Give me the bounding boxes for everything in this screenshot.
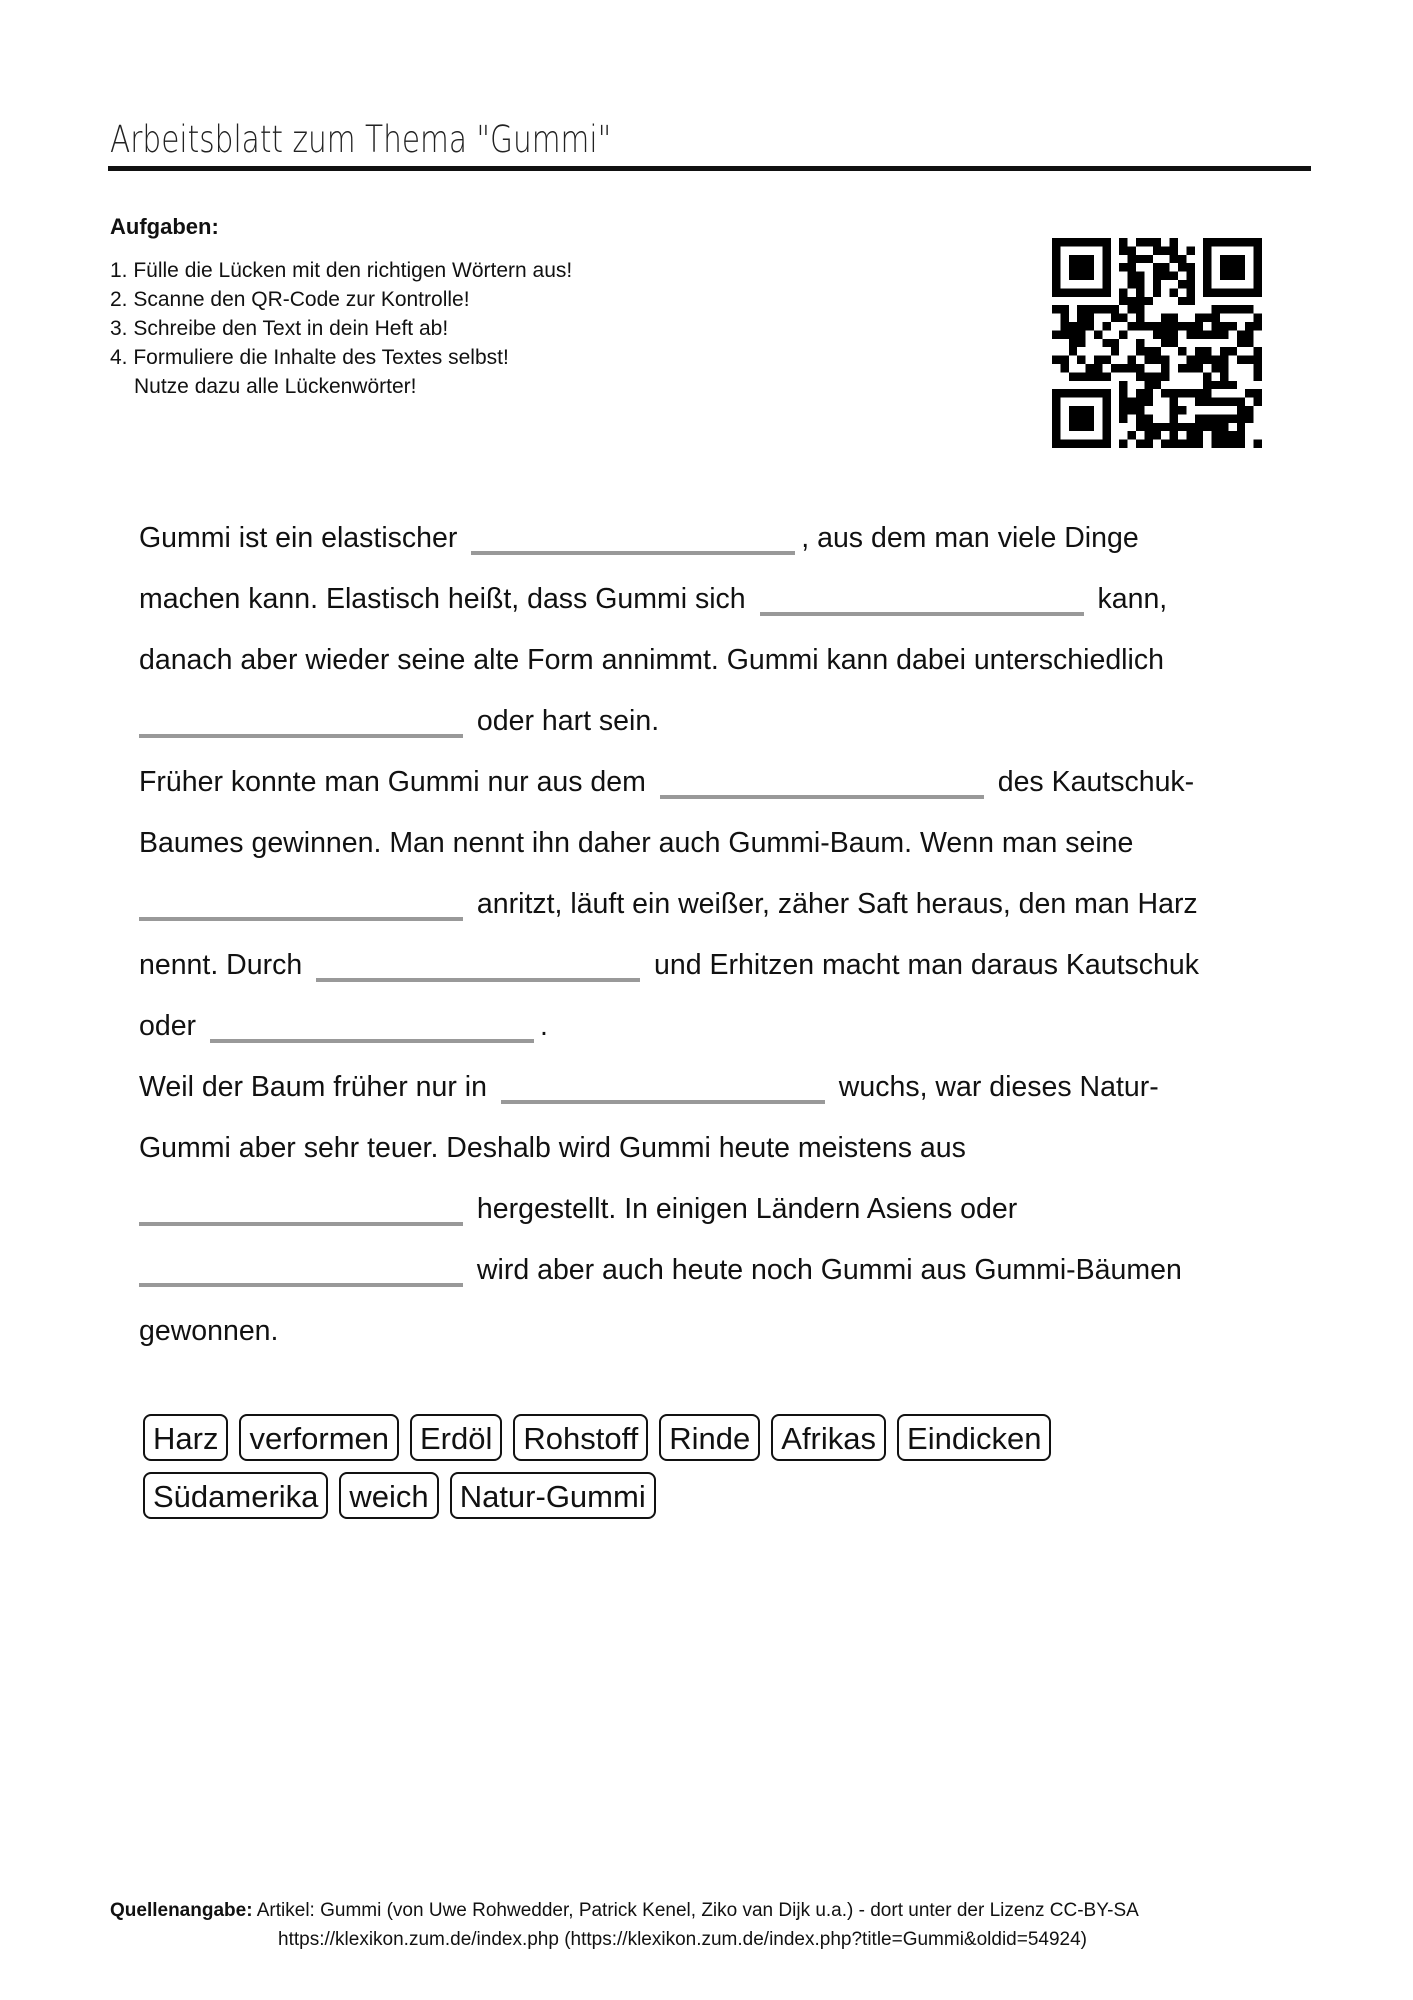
cloze-text-segment: anritzt, läuft ein weißer, zäher Saft heraus, den man Harz [469, 888, 1198, 920]
cloze-text-segment: und Erhitzen macht man daraus Kautschuk [646, 949, 1199, 981]
cloze-text-segment: oder [139, 1010, 204, 1042]
blank-field[interactable] [139, 1283, 463, 1287]
cloze-line [139, 508, 1299, 569]
source-line-2: https://klexikon.zum.de/index.php (https://klexikon.zum.de/index.php?title=Gummi&oldid=54924) [278, 1929, 1088, 1950]
blank-field[interactable] [139, 1222, 463, 1226]
cloze-text-segment: . [539, 1010, 548, 1042]
cloze-line [139, 691, 1299, 752]
blank-field[interactable] [501, 1100, 825, 1104]
cloze-text-segment: des Kautschuk- [989, 766, 1195, 798]
word-bank [143, 1414, 1243, 1530]
tasks-heading: Aufgaben: [110, 214, 219, 239]
blank-field[interactable] [760, 612, 1084, 616]
word-chip[interactable]: Afrikas [771, 1414, 886, 1461]
task-item: 2. Scanne den QR-Code zur Kontrolle! [110, 288, 470, 311]
cloze-line [139, 1118, 1299, 1179]
word-chip[interactable]: Südamerika [143, 1472, 328, 1519]
cloze-text-segment: machen kann. Elastisch heißt, dass Gummi sich [139, 583, 754, 615]
blank-field[interactable] [210, 1039, 534, 1043]
task-item: 3. Schreibe den Text in dein Heft ab! [110, 317, 449, 340]
task-item-continuation: Nutze dazu alle Lückenwörter! [134, 375, 417, 398]
blank-field[interactable] [660, 795, 984, 799]
word-chip[interactable]: Erdöl [410, 1414, 502, 1461]
word-chip[interactable]: Natur-Gummi [450, 1472, 656, 1519]
cloze-text-segment: oder hart sein. [469, 705, 660, 737]
cloze-text-segment: Gummi ist ein elastischer [139, 522, 466, 554]
task-list [110, 256, 572, 401]
cloze-line [139, 630, 1299, 691]
cloze-line [139, 1301, 1299, 1362]
word-bank-row [143, 1472, 1243, 1519]
task-item: 1. Fülle die Lücken mit den richtigen Wörtern aus! [110, 259, 573, 282]
cloze-text-segment: hergestellt. In einigen Ländern Asiens oder [469, 1193, 1018, 1225]
qr-code-icon[interactable] [1052, 238, 1262, 448]
title-divider [108, 166, 1311, 171]
cloze-line [139, 996, 1299, 1057]
cloze-line [139, 752, 1299, 813]
cloze-text-segment: Weil der Baum früher nur in [139, 1071, 495, 1103]
cloze-line [139, 569, 1299, 630]
cloze-text-segment: , aus dem man viele Dinge [801, 522, 1139, 554]
blank-field[interactable] [139, 734, 463, 738]
word-chip[interactable]: Rohstoff [513, 1414, 648, 1461]
cloze-text-segment: gewonnen. [139, 1315, 279, 1347]
cloze-text-segment: Baumes gewinnen. Man nennt ihn daher auch Gummi-Baum. Wenn man seine [139, 827, 1134, 859]
cloze-text [139, 508, 1299, 1362]
source-citation [110, 1896, 1139, 1954]
word-chip[interactable]: weich [339, 1472, 438, 1519]
blank-field[interactable] [471, 551, 795, 555]
word-chip[interactable]: Harz [143, 1414, 228, 1461]
cloze-line [139, 935, 1299, 996]
cloze-text-segment: nennt. Durch [139, 949, 311, 981]
task-item: 4. Formuliere die Inhalte des Textes selbst! [110, 346, 509, 369]
cloze-text-segment: kann, [1089, 583, 1168, 615]
cloze-line [139, 1179, 1299, 1240]
cloze-line [139, 1057, 1299, 1118]
cloze-text-segment: danach aber wieder seine alte Form annimmt. Gummi kann dabei unterschiedlich [139, 644, 1164, 676]
source-label: Quellenangabe: [110, 1900, 253, 1921]
cloze-line [139, 1240, 1299, 1301]
cloze-text-segment: Gummi aber sehr teuer. Deshalb wird Gummi heute meistens aus [139, 1132, 966, 1164]
cloze-text-segment: wird aber auch heute noch Gummi aus Gummi-Bäumen [469, 1254, 1182, 1286]
word-bank-row [143, 1414, 1243, 1461]
cloze-line [139, 874, 1299, 935]
cloze-text-segment: wuchs, war dieses Natur- [830, 1071, 1159, 1103]
blank-field[interactable] [316, 978, 640, 982]
word-chip[interactable]: Eindicken [897, 1414, 1051, 1461]
word-chip[interactable]: verformen [239, 1414, 399, 1461]
blank-field[interactable] [139, 917, 463, 921]
cloze-line [139, 813, 1299, 874]
worksheet-title: Arbeitsblatt zum Thema "Gummi" [110, 118, 612, 161]
cloze-text-segment: Früher konnte man Gummi nur aus dem [139, 766, 654, 798]
source-line-1: Artikel: Gummi (von Uwe Rohwedder, Patrick Kenel, Ziko van Dijk u.a.) - dort unter der Lizenz CC-BY-SA [252, 1900, 1139, 1921]
word-chip[interactable]: Rinde [659, 1414, 760, 1461]
